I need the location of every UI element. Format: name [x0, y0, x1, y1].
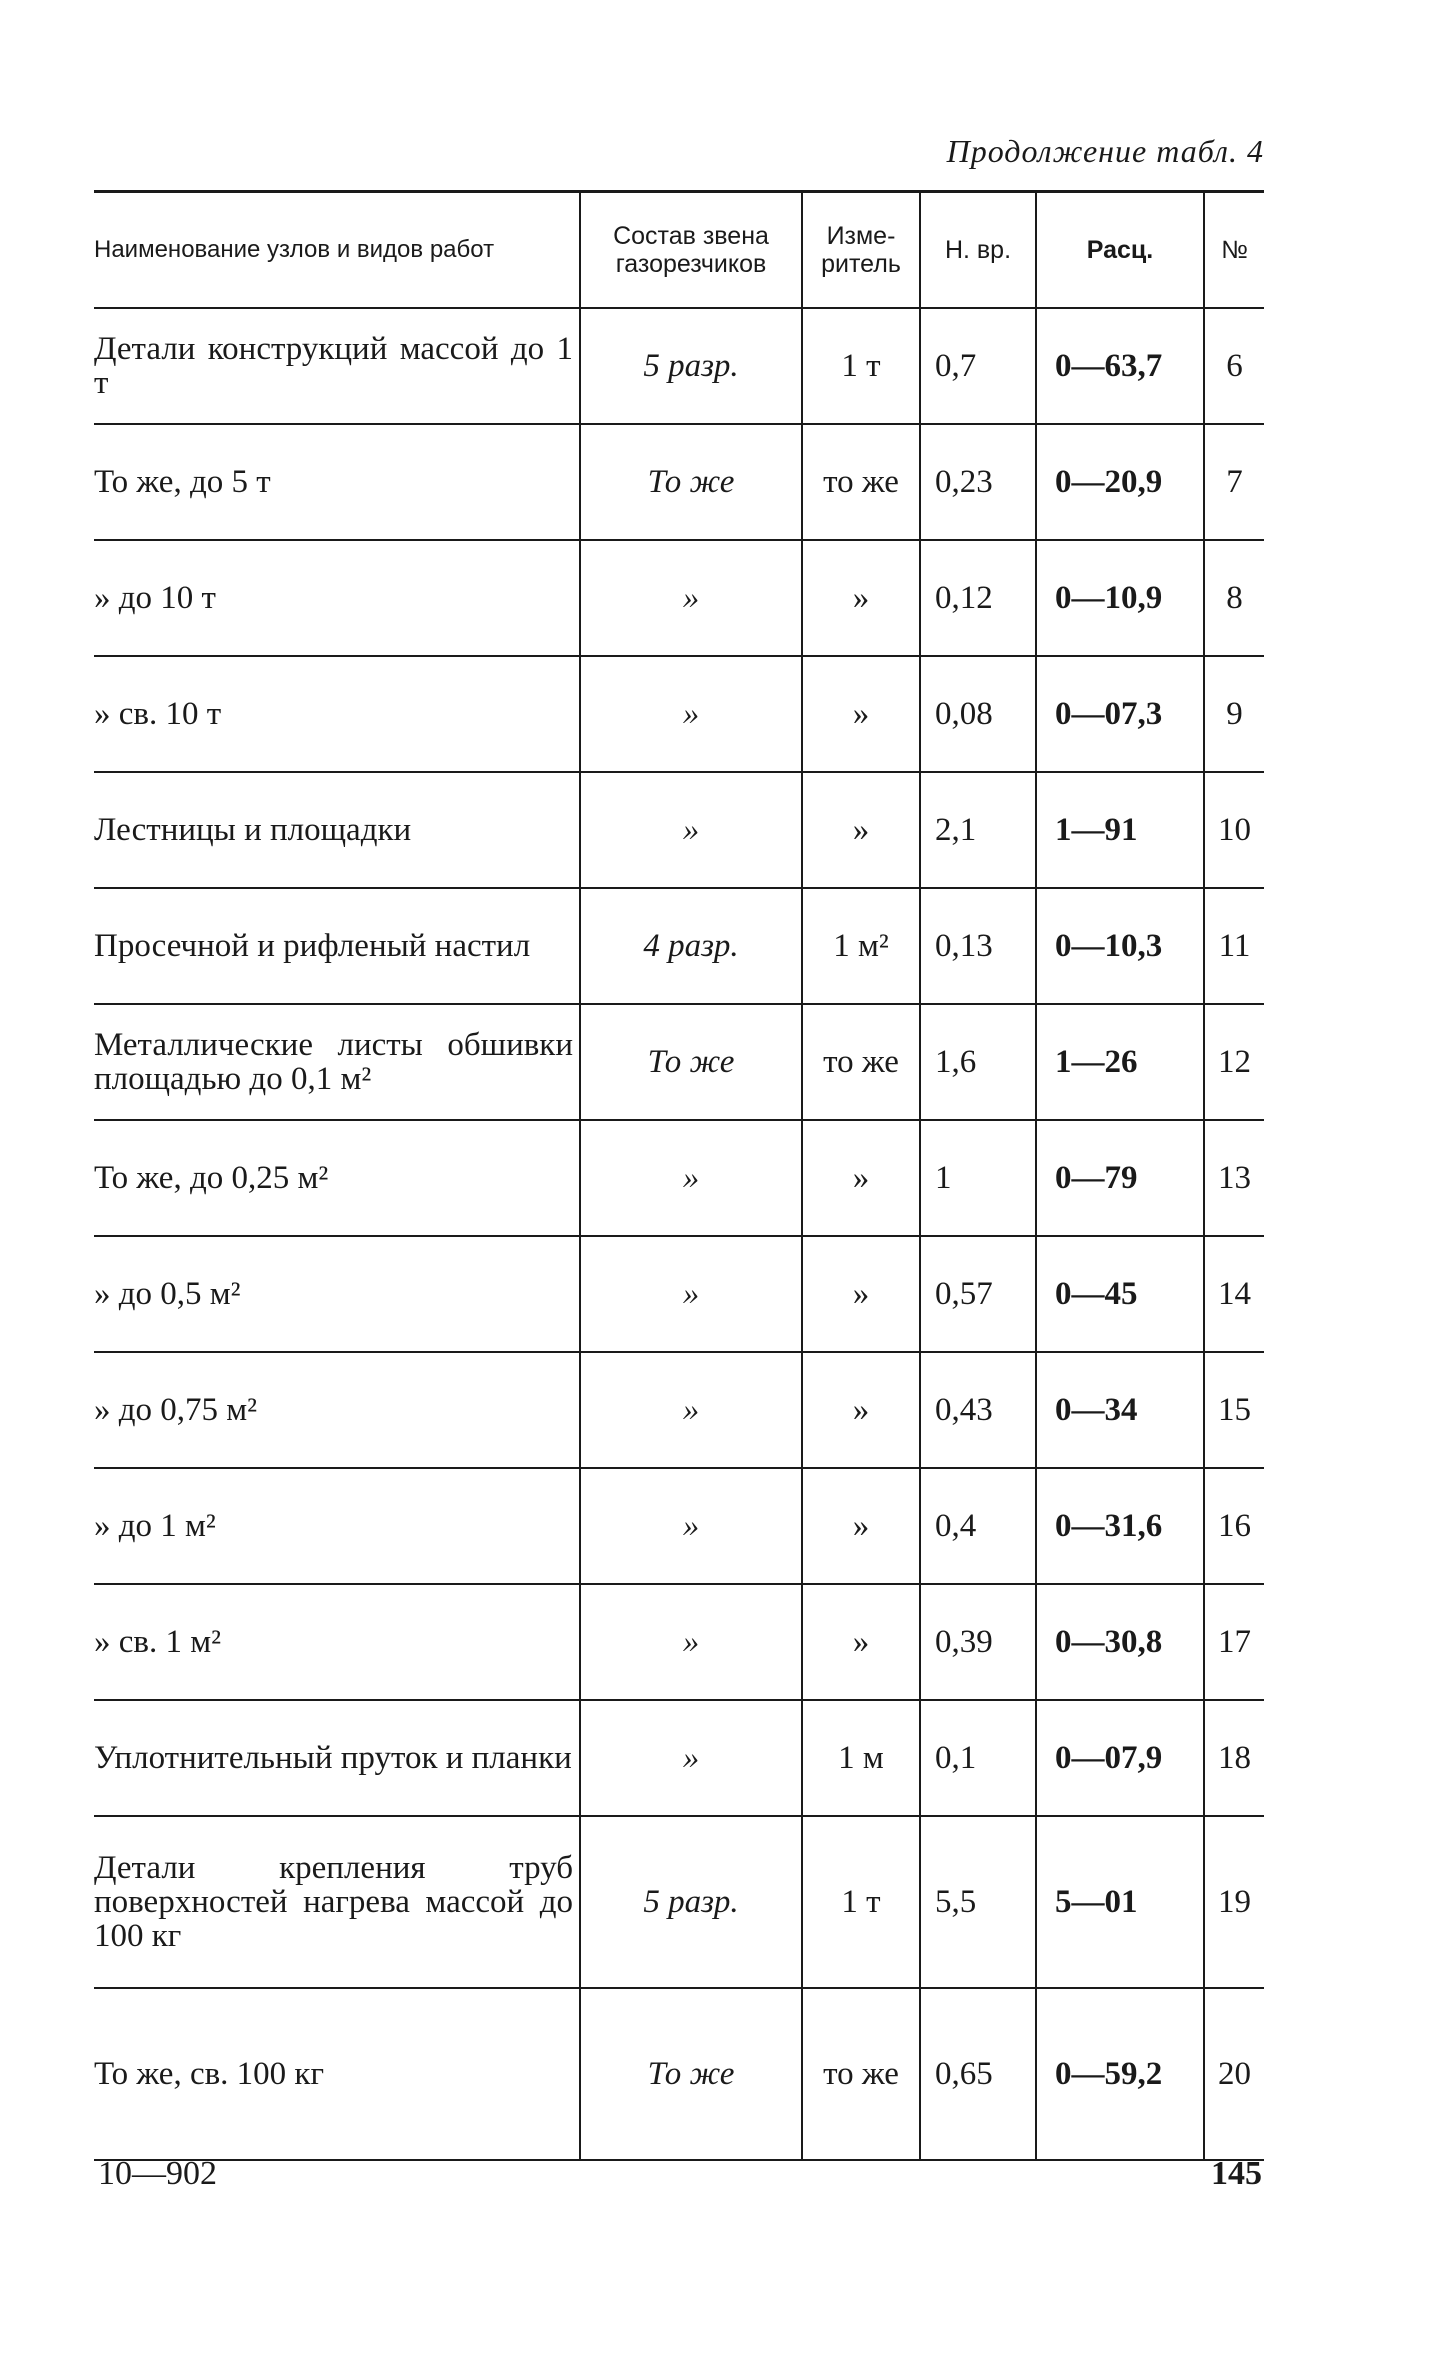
cell-num: 10 — [1204, 772, 1264, 888]
table-body — [94, 308, 1264, 2160]
table-header-row — [94, 192, 1264, 309]
cell-num: 9 — [1204, 656, 1264, 772]
norms-table — [94, 190, 1264, 2161]
cell-rate: 0—07,9 — [1036, 1700, 1204, 1816]
cell-num: 6 — [1204, 308, 1264, 424]
cell-unit: » — [802, 772, 920, 888]
cell-crew: » — [580, 772, 802, 888]
cell-norm: 2,1 — [920, 772, 1036, 888]
cell-name: Детали конструкций массой до 1 т — [94, 308, 580, 424]
cell-name: » св. 10 т — [94, 656, 580, 772]
table-row — [94, 1584, 1264, 1700]
header-num: № — [1204, 192, 1264, 309]
table-row — [94, 1988, 1264, 2160]
cell-crew: » — [580, 1700, 802, 1816]
cell-norm: 1,6 — [920, 1004, 1036, 1120]
table-row — [94, 308, 1264, 424]
cell-num: 19 — [1204, 1816, 1264, 1988]
cell-norm: 5,5 — [920, 1816, 1036, 1988]
cell-name: То же, до 5 т — [94, 424, 580, 540]
cell-name: Уплотнительный пруток и планки — [94, 1700, 580, 1816]
cell-norm: 0,13 — [920, 888, 1036, 1004]
cell-unit: то же — [802, 1004, 920, 1120]
cell-crew: 4 разр. — [580, 888, 802, 1004]
cell-norm: 0,39 — [920, 1584, 1036, 1700]
cell-unit: » — [802, 1236, 920, 1352]
cell-num: 18 — [1204, 1700, 1264, 1816]
cell-norm: 0,57 — [920, 1236, 1036, 1352]
cell-norm: 0,1 — [920, 1700, 1036, 1816]
cell-num: 17 — [1204, 1584, 1264, 1700]
cell-name: Лестницы и площадки — [94, 772, 580, 888]
cell-rate: 5—01 — [1036, 1816, 1204, 1988]
cell-name: » до 10 т — [94, 540, 580, 656]
table-continuation-caption: Продолжение табл. 4 — [946, 133, 1264, 169]
cell-norm: 0,7 — [920, 308, 1036, 424]
cell-crew: » — [580, 1120, 802, 1236]
cell-unit: 1 м — [802, 1700, 920, 1816]
cell-norm: 0,12 — [920, 540, 1036, 656]
cell-rate: 1—26 — [1036, 1004, 1204, 1120]
cell-crew: » — [580, 1468, 802, 1584]
cell-norm: 0,23 — [920, 424, 1036, 540]
cell-name: Металлические листы обшивки площадью до 0,1 м² — [94, 1004, 580, 1120]
cell-num: 12 — [1204, 1004, 1264, 1120]
cell-num: 8 — [1204, 540, 1264, 656]
cell-rate: 0—07,3 — [1036, 656, 1204, 772]
cell-num: 16 — [1204, 1468, 1264, 1584]
cell-num: 11 — [1204, 888, 1264, 1004]
cell-crew: То же — [580, 1988, 802, 2160]
cell-rate: 0—59,2 — [1036, 1988, 1204, 2160]
cell-crew: То же — [580, 1004, 802, 1120]
header-name: Наименование узлов и видов работ — [94, 192, 580, 309]
cell-unit: 1 т — [802, 308, 920, 424]
cell-unit: » — [802, 540, 920, 656]
cell-crew: » — [580, 1352, 802, 1468]
cell-rate: 0—45 — [1036, 1236, 1204, 1352]
cell-unit: » — [802, 656, 920, 772]
cell-rate: 0—79 — [1036, 1120, 1204, 1236]
footer-code: 10—902 — [98, 2155, 217, 2192]
cell-crew: » — [580, 1236, 802, 1352]
header-crew: Состав звена газорезчиков — [580, 192, 802, 309]
cell-num: 13 — [1204, 1120, 1264, 1236]
cell-num: 15 — [1204, 1352, 1264, 1468]
table-row — [94, 772, 1264, 888]
cell-crew: То же — [580, 424, 802, 540]
cell-unit: » — [802, 1120, 920, 1236]
table-row — [94, 1816, 1264, 1988]
cell-name: То же, св. 100 кг — [94, 1988, 580, 2160]
cell-unit: 1 т — [802, 1816, 920, 1988]
cell-rate: 0—34 — [1036, 1352, 1204, 1468]
cell-norm: 0,65 — [920, 1988, 1036, 2160]
cell-rate: 0—10,3 — [1036, 888, 1204, 1004]
cell-unit: » — [802, 1468, 920, 1584]
cell-rate: 0—20,9 — [1036, 424, 1204, 540]
cell-name: » до 0,75 м² — [94, 1352, 580, 1468]
norms-table-container — [94, 190, 1264, 2161]
table-row — [94, 888, 1264, 1004]
cell-name: » св. 1 м² — [94, 1584, 580, 1700]
cell-name: Детали крепления труб поверхностей нагрева массой до 100 кг — [94, 1816, 580, 1988]
cell-norm: 0,4 — [920, 1468, 1036, 1584]
cell-unit: 1 м² — [802, 888, 920, 1004]
table-row — [94, 540, 1264, 656]
cell-norm: 0,43 — [920, 1352, 1036, 1468]
cell-norm: 0,08 — [920, 656, 1036, 772]
cell-name: » до 0,5 м² — [94, 1236, 580, 1352]
table-row — [94, 1700, 1264, 1816]
table-row — [94, 424, 1264, 540]
cell-unit: то же — [802, 1988, 920, 2160]
cell-crew: » — [580, 1584, 802, 1700]
table-row — [94, 1352, 1264, 1468]
header-norm: Н. вр. — [920, 192, 1036, 309]
cell-name: » до 1 м² — [94, 1468, 580, 1584]
cell-rate: 0—31,6 — [1036, 1468, 1204, 1584]
cell-rate: 0—10,9 — [1036, 540, 1204, 656]
cell-unit: » — [802, 1584, 920, 1700]
cell-rate: 1—91 — [1036, 772, 1204, 888]
cell-crew: » — [580, 540, 802, 656]
table-row — [94, 1468, 1264, 1584]
cell-num: 7 — [1204, 424, 1264, 540]
cell-crew: 5 разр. — [580, 1816, 802, 1988]
cell-name: То же, до 0,25 м² — [94, 1120, 580, 1236]
cell-name: Просечной и рифленый настил — [94, 888, 580, 1004]
header-unit: Изме- ритель — [802, 192, 920, 309]
cell-unit: » — [802, 1352, 920, 1468]
table-row — [94, 656, 1264, 772]
cell-num: 20 — [1204, 1988, 1264, 2160]
cell-crew: » — [580, 656, 802, 772]
table-row — [94, 1236, 1264, 1352]
cell-unit: то же — [802, 424, 920, 540]
page-number: 145 — [1211, 2155, 1262, 2192]
cell-num: 14 — [1204, 1236, 1264, 1352]
table-row — [94, 1120, 1264, 1236]
table-row — [94, 1004, 1264, 1120]
cell-crew: 5 разр. — [580, 308, 802, 424]
cell-rate: 0—63,7 — [1036, 308, 1204, 424]
header-rate: Расц. — [1036, 192, 1204, 309]
cell-rate: 0—30,8 — [1036, 1584, 1204, 1700]
cell-norm: 1 — [920, 1120, 1036, 1236]
